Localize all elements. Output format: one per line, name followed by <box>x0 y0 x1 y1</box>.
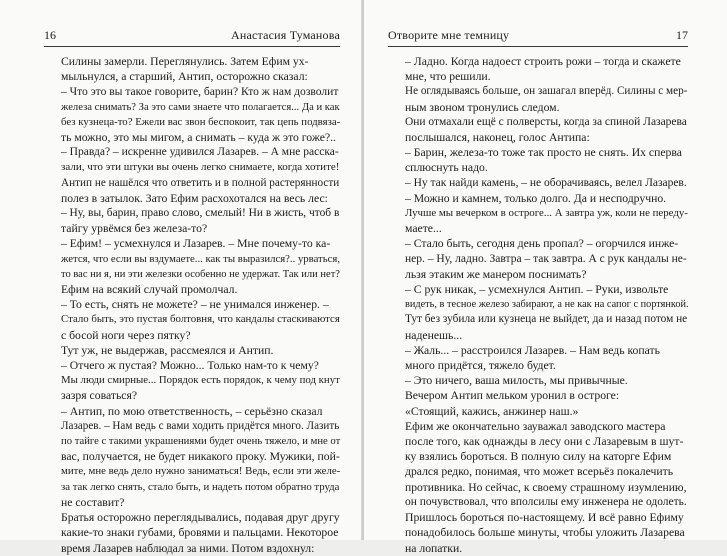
text-line: – С рук никак, – усмехнулся Антип. – Руки, извольте <box>405 283 669 297</box>
text-line: ным звоном тронулись следом. <box>405 100 560 114</box>
text-line: Пришлось бороться по-настоящему. И всё равно Ефиму <box>405 511 684 525</box>
text-line: какие-то знаки губами, бровями и пальцами. Некоторое <box>61 526 339 540</box>
text-line: льзя этаким же манером поснимать? <box>405 267 587 281</box>
text-line: сплюснуть надо. <box>405 161 488 175</box>
text-line: Стало быть, это пустая болтовня, что кандалы стаскиваются <box>61 313 340 326</box>
text-line: – Ладно. Когда надоест строить рожи – тогда и скажете <box>405 55 681 68</box>
text-line: наденешь... <box>405 328 463 342</box>
text-line: мне, что решили. <box>405 70 491 84</box>
text-line: нер. – Ну, ладно. Завтра – так завтра. А с рук кандалы не- <box>405 252 687 265</box>
left-page-header <box>44 27 340 43</box>
text-line: – Что это вы такое говорите, барин? Кто ж нам дозволит <box>61 85 339 99</box>
text-line: не составит? <box>61 495 125 509</box>
text-line: Братья осторожно переглядывались, подавая друг другу <box>61 511 340 525</box>
text-line: время Лазарев наблюдал за ними. Потом вздохнул: <box>61 541 315 555</box>
text-line: мите, мне ведь дело нужно заниматься! Ведь, если эти желе- <box>61 465 341 478</box>
text-line: Ефим на всякий случай промолчал. <box>61 283 238 297</box>
text-line: зазря соваться? <box>61 389 138 403</box>
text-line: на лопатки. <box>405 541 463 555</box>
text-line: то вас ни я, ни эти железки особенно не удержат. Так или нет? <box>61 268 340 280</box>
text-line: противника. Но сейчас, к своему страшному изумлению, <box>405 480 687 494</box>
left-header-rule <box>44 46 340 47</box>
left-page-number: 16 <box>44 28 56 42</box>
text-line: зали, что эти штуки вы очень легко снимаете, когда хотите! <box>61 161 340 174</box>
text-line: Мы люди смирные... Порядок есть порядок, к чему под кнут <box>61 374 340 387</box>
text-line: – Ефим! – усмехнулся и Лазарев. – Мне почему-то ка- <box>61 237 331 251</box>
text-line: маете... <box>405 222 442 236</box>
text-line: после того, как однажды в лесу они с Лазаревым в шут- <box>405 435 684 449</box>
text-line: – Можно и камнем, только долго. Да и несподручно. <box>405 191 667 205</box>
text-line: он почувствовал, что вполсилы ему инженера не одолеть. <box>405 495 687 508</box>
text-line: много придётся, тяжело будет. <box>405 359 556 373</box>
text-line: за так легко снять, стало быть, и надеть потом обратно труда <box>61 480 340 493</box>
text-line: Ефим же окончательно зауважал заводского мастера <box>405 419 666 433</box>
text-line: Они отмахали ещё с полверсты, когда за спиной Лазарева <box>405 115 687 128</box>
text-line: мыльнулся, а старший, Антип, осторожно сказал: <box>61 70 308 84</box>
text-line: – Отчего ж пустая? Можно... Только нам-то к чему? <box>61 359 319 373</box>
left-page-text <box>44 54 340 556</box>
right-running-head: Отворите мне темницу <box>388 28 510 42</box>
text-line: – Барин, железа-то тоже так просто не снять. Их сперва <box>405 146 682 160</box>
text-line: Лучше мы вечерком в остроге... А завтра уж, коли не переду- <box>405 207 688 220</box>
text-line: понадобилось больше минуты, чтобы уложить Лазарева <box>405 526 685 540</box>
text-line: Не оглядываясь больше, он зашагал вперёд. Силины с мер- <box>405 85 688 98</box>
text-line: видеть, в тесное железо забирают, а не как на сапог с портянкой. <box>405 299 689 311</box>
text-line: дрался редко, понимая, что может всерьёз покалечить <box>405 465 674 479</box>
right-page-number: 17 <box>676 28 688 42</box>
text-line: Антип не нашёлся что ответить и в полной растерянности <box>61 176 340 189</box>
text-line: Лазарев. – Нам ведь с вами ходить придётся много. Лазить <box>61 419 340 432</box>
text-line: – Правда? – искренне удивился Лазарев. – А мне расска- <box>61 146 339 159</box>
right-page-header <box>388 27 688 43</box>
text-line: Силины замерли. Переглянулись. Затем Ефим ух- <box>61 55 309 68</box>
left-page <box>0 0 362 555</box>
right-header-rule <box>388 46 688 47</box>
text-line: ку взялись бороться. В полную силу на каторге Ефим <box>405 450 672 464</box>
right-page-text <box>388 54 688 556</box>
text-line: – Стало быть, сегодня день пропал? – огорчился инже- <box>405 237 679 251</box>
text-line: Тут без зубила или кузнеца не выйдет, да и назад потом не <box>405 313 688 326</box>
text-line: без кузнеца-то? Ежели вас звон беспокоит, так цепь подвяза- <box>61 115 341 128</box>
text-line: тайгу урвёмся без железа-то? <box>61 222 208 236</box>
text-line: Тут уж, не выдержав, рассмеялся и Антип. <box>61 343 274 357</box>
text-line: с босой ноги через пятку? <box>61 328 191 342</box>
text-line: жется, что если вы вздумаете... как ты выразился?.. урваться, <box>61 252 341 265</box>
text-line: – То есть, снять не можете? – не унимался инженер. – <box>61 298 329 312</box>
text-line: – Антип, по мою ответственность, – серьёзно сказал <box>61 404 323 418</box>
right-page <box>364 0 727 555</box>
text-line: вас, получается, не будет никакого проку. Мужики, пой- <box>61 450 340 464</box>
text-line: – Жаль... – расстроился Лазарев. – Нам ведь копать <box>405 343 660 357</box>
text-line: железа снимать? За это сами знаете что полагается... Да и как <box>61 101 340 113</box>
text-line: послышался, наконец, голос Антипа: <box>405 131 590 145</box>
left-running-head: Анастасия Туманова <box>231 28 340 42</box>
text-line: Вечером Антип мельком уронил в остроге: <box>405 389 620 403</box>
text-line: – Ну так найди камень, – не оборачиваясь, велел Лазарев. <box>405 176 687 189</box>
text-line: ть можно, это мы мигом, а снимать – куда ж это гоже?.. <box>61 131 336 145</box>
text-line: – Это ничего, ваша милость, мы привычные. <box>405 374 628 388</box>
text-line: – Ну, вы, барин, право слово, смелый! Ни в жисть, чтоб в <box>61 207 340 220</box>
text-line: «Стоящий, кажись, анжинер наш.» <box>405 404 579 418</box>
text-line: по тайге с такими украшениями будет очень тяжело, и мне от <box>61 436 341 448</box>
text-line: полез в затылок. Зато Ефим расхохотался на весь лес: <box>61 191 328 205</box>
